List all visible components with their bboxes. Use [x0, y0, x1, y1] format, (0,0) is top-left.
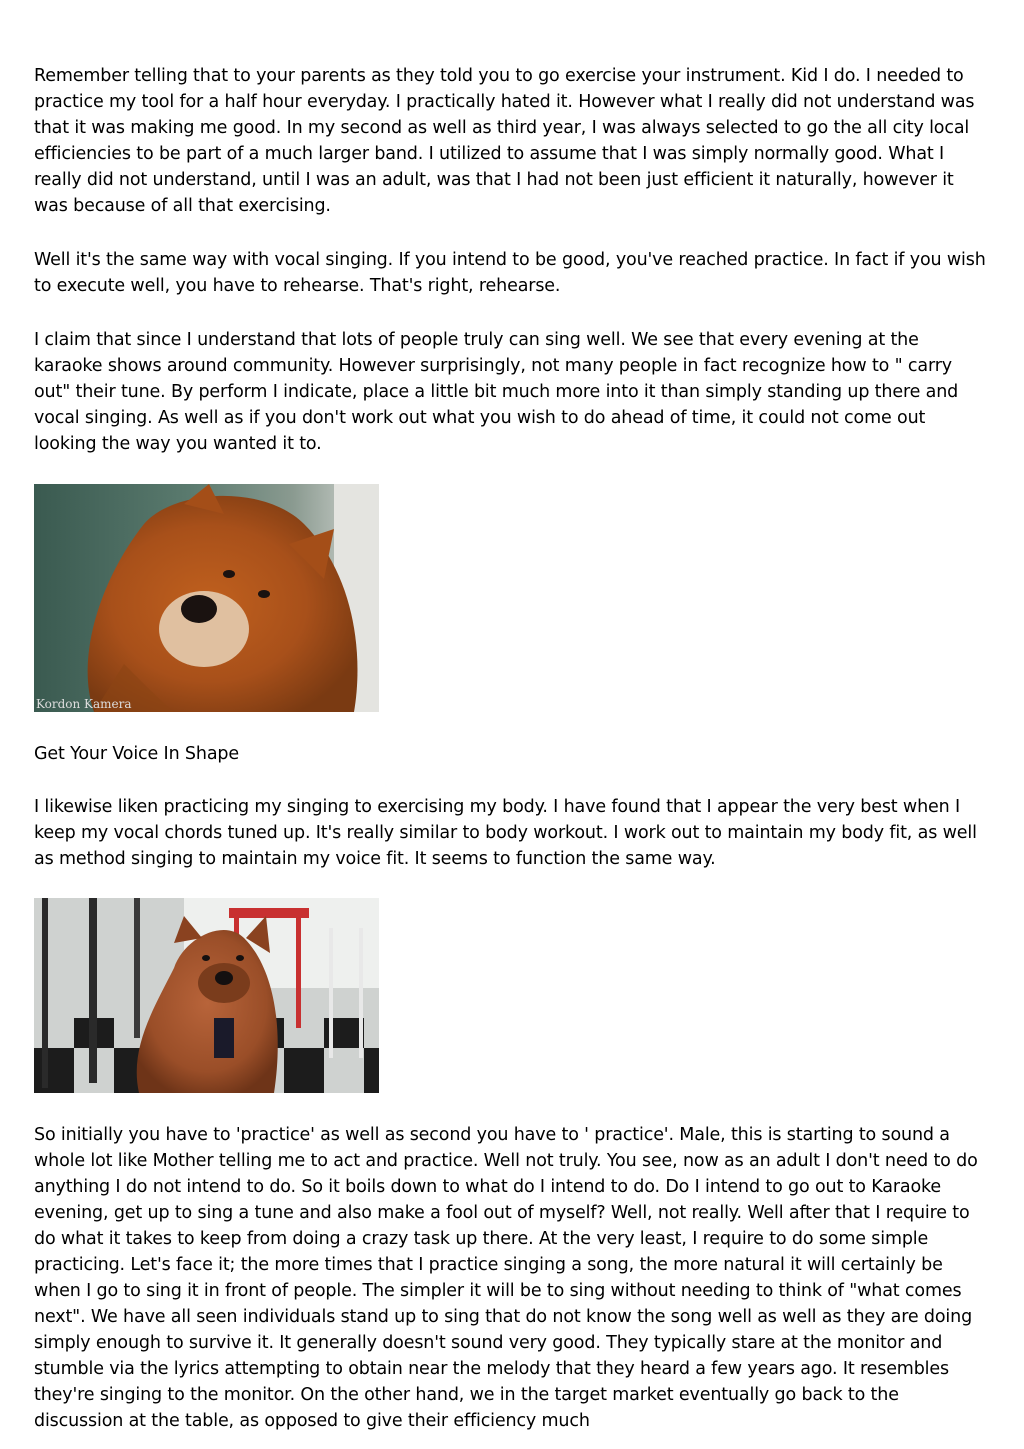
photo-watermark: Kordon Kamera [36, 697, 132, 711]
paragraph: Remember telling that to your parents as they told you to go exercise your instrument. Kid I do. I needed to practice my tool for a half hour everyday. I practically hated it. However what I really did not understand was that it was making me good. In my second as well as third year, I was always selected to go the all city local efficiencies to be part of a much larger band. I utilized to assume that I was simply normally good. What I really did not understand, until I was an adult, was that I had not been just efficient it naturally, however it was because of all that exercising. [34, 66, 975, 216]
chow-chow-head-tilt-photo-icon [34, 484, 379, 712]
section-heading: Get Your Voice In Shape [34, 744, 239, 764]
paragraph: I claim that since I understand that lots of people truly can sing well. We see that every evening at the karaoke shows around community. However surprisingly, not many people in fact recognize how to " carry out" their tune. By perform I indicate, place a little bit much more into it than simply standing up there and vocal singing. As well as if you don't work out what you wish to do ahead of time, it could not come out looking the way you wanted it to. [34, 330, 959, 454]
chow-chow-sitting-cafe-photo-icon [34, 898, 379, 1093]
paragraph: So initially you have to 'practice' as well as second you have to ' practice'. Male, this is starting to sound a whole lot like Mother telling me to act and practice. Well not truly. You see, now as an adult I don't need to do anything I do not intend to do. So it boils down to what do I intend to do. Do I intend to go out to Karaoke evening, get up to sing a tune and also make a fool out of myself? Well, not really. Well after that I require to do what it takes to keep from doing a crazy task up there. At the very least, I require to do some simple practicing. Let's face it; the more times that I practice singing a song, the more natural it will certainly be when I go to sing it in front of people. The simpler it will be to sing without needing to think of "what comes next". We have all seen individuals stand up to sing that do not know the song well as well as they are doing simply enough to survive it. It generally doesn't sound very good. They typically stare at the monitor and stumble via the lyrics attempting to obtain near the melody that they heard a few years ago. It resembles they're singing to the monitor. On the other hand, we in the target market eventually go back to the discussion at the table, as opposed to give their efficiency much [34, 1125, 978, 1431]
dog-photo-sitting [34, 898, 379, 1093]
paragraph: Well it's the same way with vocal singing. If you intend to be good, you've reached practice. In fact if you wish to execute well, you have to rehearse. That's right, rehearse. [34, 250, 986, 296]
dog-photo-tilted-head [34, 484, 379, 712]
article-body [34, 63, 990, 1434]
paragraph: I likewise liken practicing my singing to exercising my body. I have found that I appear the very best when I keep my vocal chords tuned up. It's really similar to body workout. I work out to maintain my body fit, as well as method singing to maintain my voice fit. It seems to function the same way. [34, 797, 977, 869]
